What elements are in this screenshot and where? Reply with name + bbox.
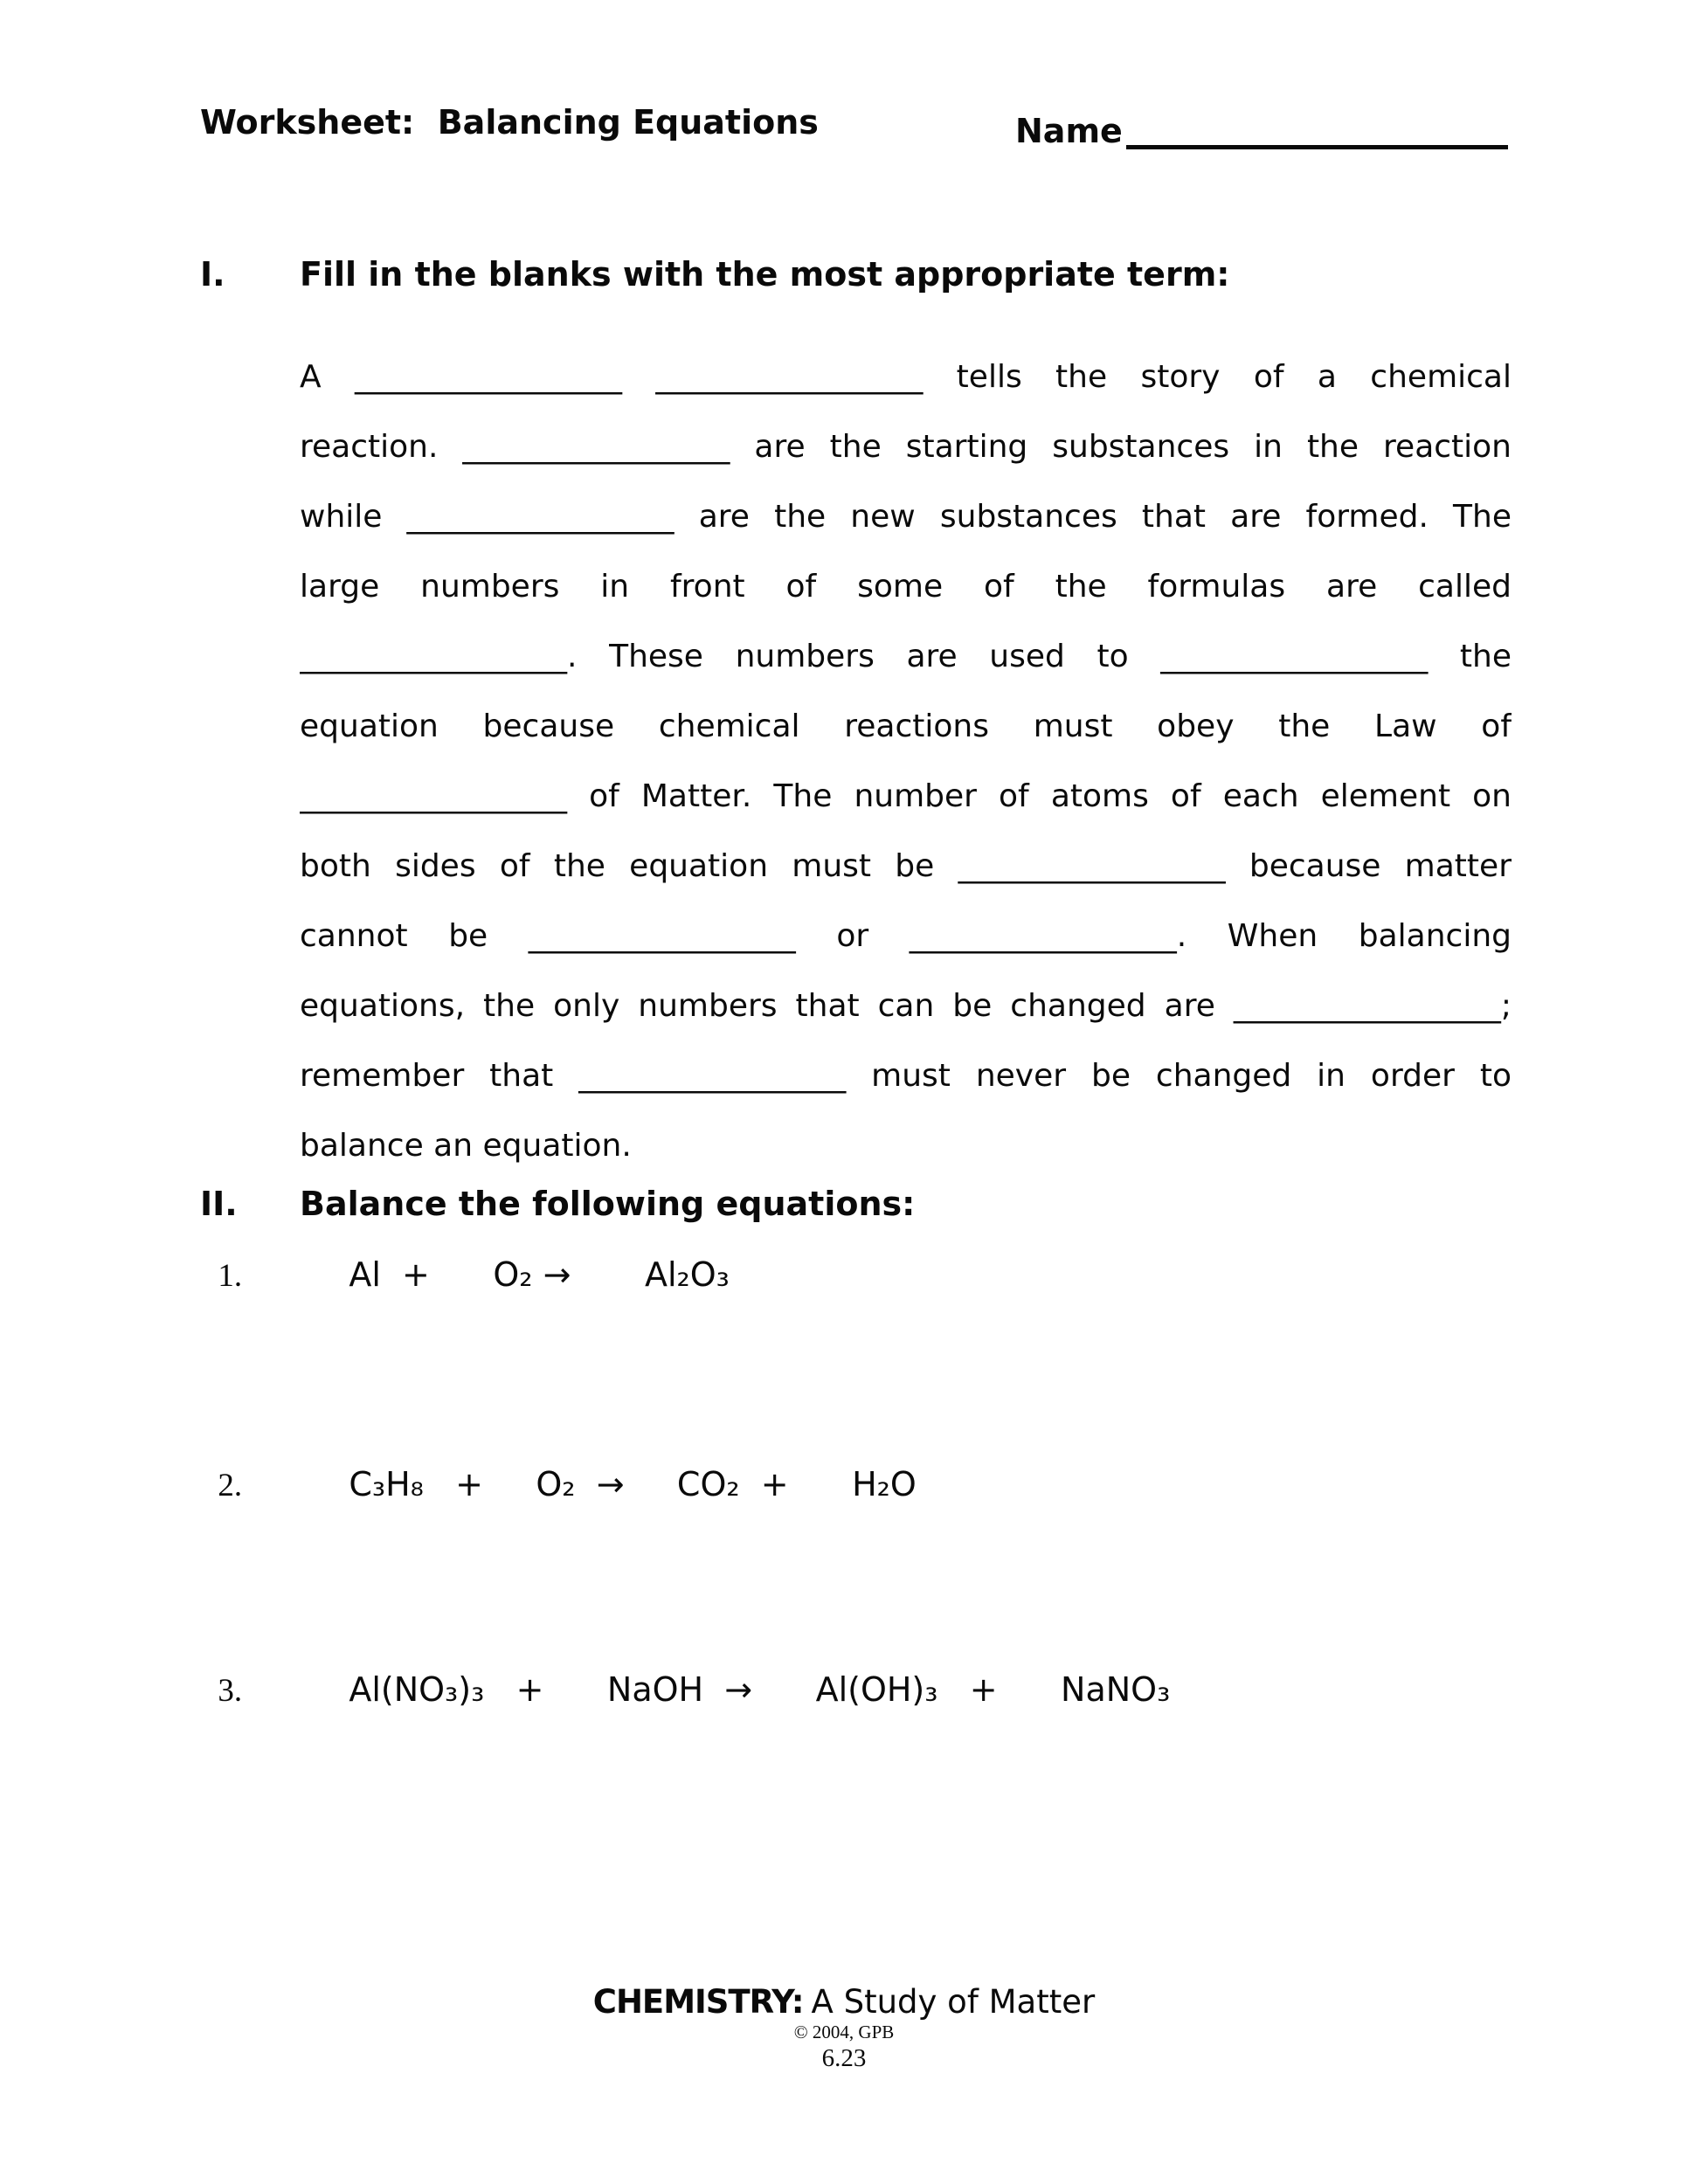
- section1-heading: Fill in the blanks with the most appropriate term:: [300, 255, 1230, 294]
- fill-line: large numbers in front of some of the formulas are called: [300, 569, 1512, 605]
- fill-line: equations, the only numbers that can be changed are _________________;: [300, 988, 1512, 1024]
- footer-copyright: © 2004, GPB: [793, 2022, 895, 2042]
- problem-row: [200, 1448, 917, 1501]
- footer-brand-subtitle: A Study of Matter: [811, 1983, 1096, 2021]
- problem-equation: Al(NO₃)₃ + NaOH → Al(OH)₃ + NaNO₃: [349, 1670, 1171, 1709]
- fill-in-paragraph: [300, 342, 1512, 1181]
- footer-brand: [0, 1985, 1688, 2020]
- page-title: Worksheet: Balancing Equations: [200, 103, 819, 142]
- fill-line: A _________________ _________________ tells the story of a chemical: [300, 359, 1512, 395]
- problem-row: [200, 1654, 1171, 1709]
- fill-line: balance an equation.: [300, 1128, 632, 1164]
- problem-number: 3.: [218, 1673, 243, 1709]
- section2-heading: Balance the following equations:: [300, 1185, 916, 1223]
- problem-equation: C₃H₈ + O₂ → CO₂ + H₂O: [349, 1465, 917, 1503]
- problem-number: 2.: [218, 1468, 243, 1503]
- problem-equation: Al + O₂ → Al₂O₃: [349, 1255, 730, 1294]
- section1-numeral: I.: [200, 255, 225, 294]
- footer-page-number: 6.23: [821, 2044, 867, 2072]
- fill-line: _________________. These numbers are used to _________________ the: [300, 639, 1512, 674]
- problem-number: 1.: [218, 1258, 243, 1294]
- fill-line: reaction. _________________ are the starting substances in the reaction: [300, 429, 1512, 465]
- fill-line: cannot be _________________ or _________________. When balancing: [300, 918, 1512, 954]
- fill-line: while _________________ are the new substances that are formed. The: [300, 499, 1512, 535]
- name-field: [1015, 103, 1508, 150]
- name-blank-line: [1126, 110, 1508, 149]
- fill-line: both sides of the equation must be _________________ because matter: [300, 848, 1512, 884]
- problem-row: [200, 1239, 730, 1294]
- footer-brand-title: CHEMISTRY:: [592, 1983, 804, 2021]
- fill-line: remember that _________________ must never be changed in order to: [300, 1058, 1512, 1094]
- fill-line: _________________ of Matter. The number of atoms of each element on: [300, 778, 1512, 814]
- page-footer: [0, 1985, 1688, 2073]
- section2-numeral: II.: [200, 1185, 238, 1223]
- fill-line: equation because chemical reactions must obey the Law of: [300, 708, 1512, 744]
- name-label: Name: [1015, 112, 1123, 150]
